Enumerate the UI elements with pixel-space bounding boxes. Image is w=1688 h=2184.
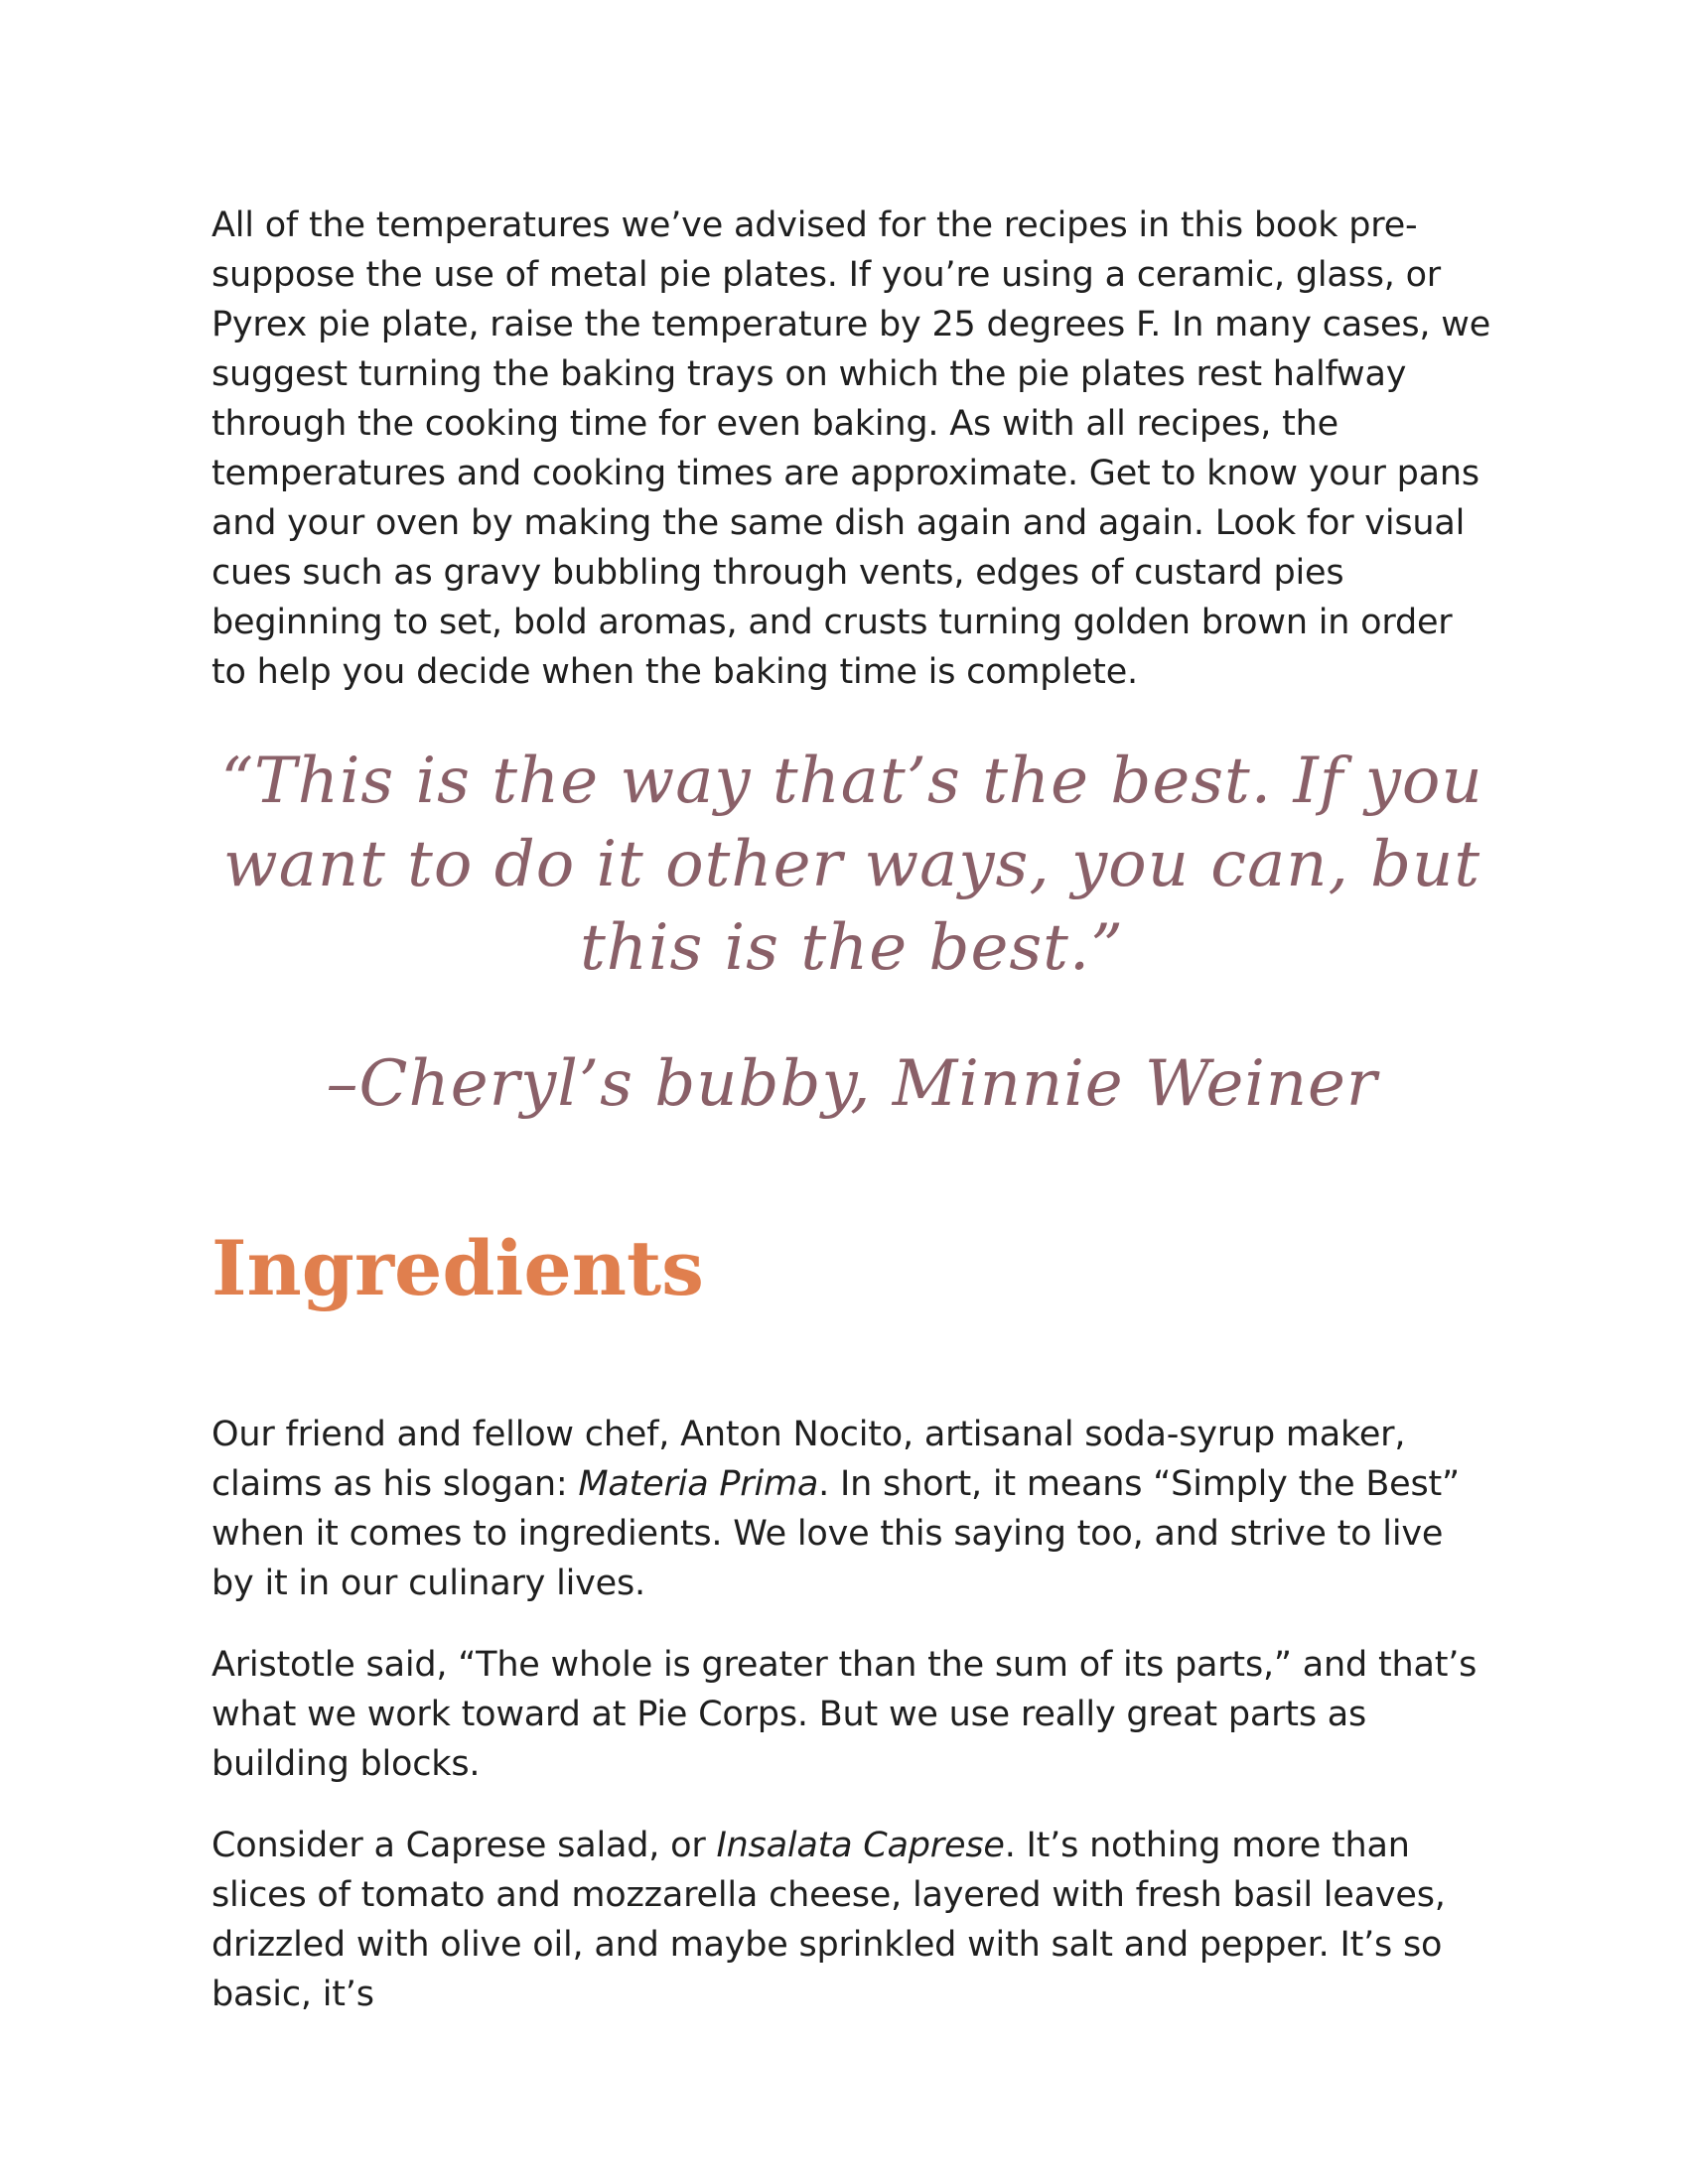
quote-attribution: –Cheryl’s bubby, Minnie Weiner: [326, 1047, 1378, 1121]
paragraph-caprese-text-before: Consider a Caprese salad, or: [211, 1826, 717, 1865]
paragraph-caprese: [211, 1821, 1492, 2019]
paragraph-caprese-emphasis: Insalata Caprese: [716, 1826, 1005, 1865]
paragraph-caprese-text-after: . It’s nothing more than slices of tomato and mozzarella cheese, layered with fresh basil leaves, drizzled with olive oil, and maybe sprinkled with salt and pepper. It’s so basic, it’s: [211, 1826, 1446, 2014]
section-heading-ingredients: Ingredients: [211, 1224, 704, 1312]
paragraph-anton-text-after: . In short, it means “Simply the Best” when it comes to ingredients. We love this saying too, and strive to live by it in our culinary lives.: [211, 1464, 1460, 1603]
paragraph-temperatures: All of the temperatures we’ve advised for the recipes in this book pre-suppose the use of metal pie plates. If you’re using a ceramic, glass, or Pyrex pie plate, raise the temperature by 25 degrees F. In many cases, we suggest turning the baking trays on which the pie plates rest halfway through the cooking time for even baking. As with all recipes, the temperatures and cooking times are approximate. Get to know your pans and your oven by making the same dish again and again. Look for visual cues such as gravy bubbling through vents, edges of custard pies beginning to set, bold aromas, and crusts turning golden brown in order to help you decide when the baking time is complete.: [211, 205, 1491, 692]
pull-quote: “This is the way that’s the best. If you want to do it other ways, you can, but this is the best.”: [220, 745, 1483, 985]
paragraph-anton-nocito: [211, 1410, 1492, 1608]
paragraph-aristotle: Aristotle said, “The whole is greater than the sum of its parts,” and that’s what we work toward at Pie Corps. But we use really great parts as building blocks.: [211, 1645, 1477, 1784]
paragraph-anton-text-before: Our friend and fellow chef, Anton Nocito, artisanal soda-syrup maker, claims as his slogan:: [211, 1415, 1406, 1504]
paragraph-anton-emphasis: Materia Prima: [578, 1464, 819, 1504]
